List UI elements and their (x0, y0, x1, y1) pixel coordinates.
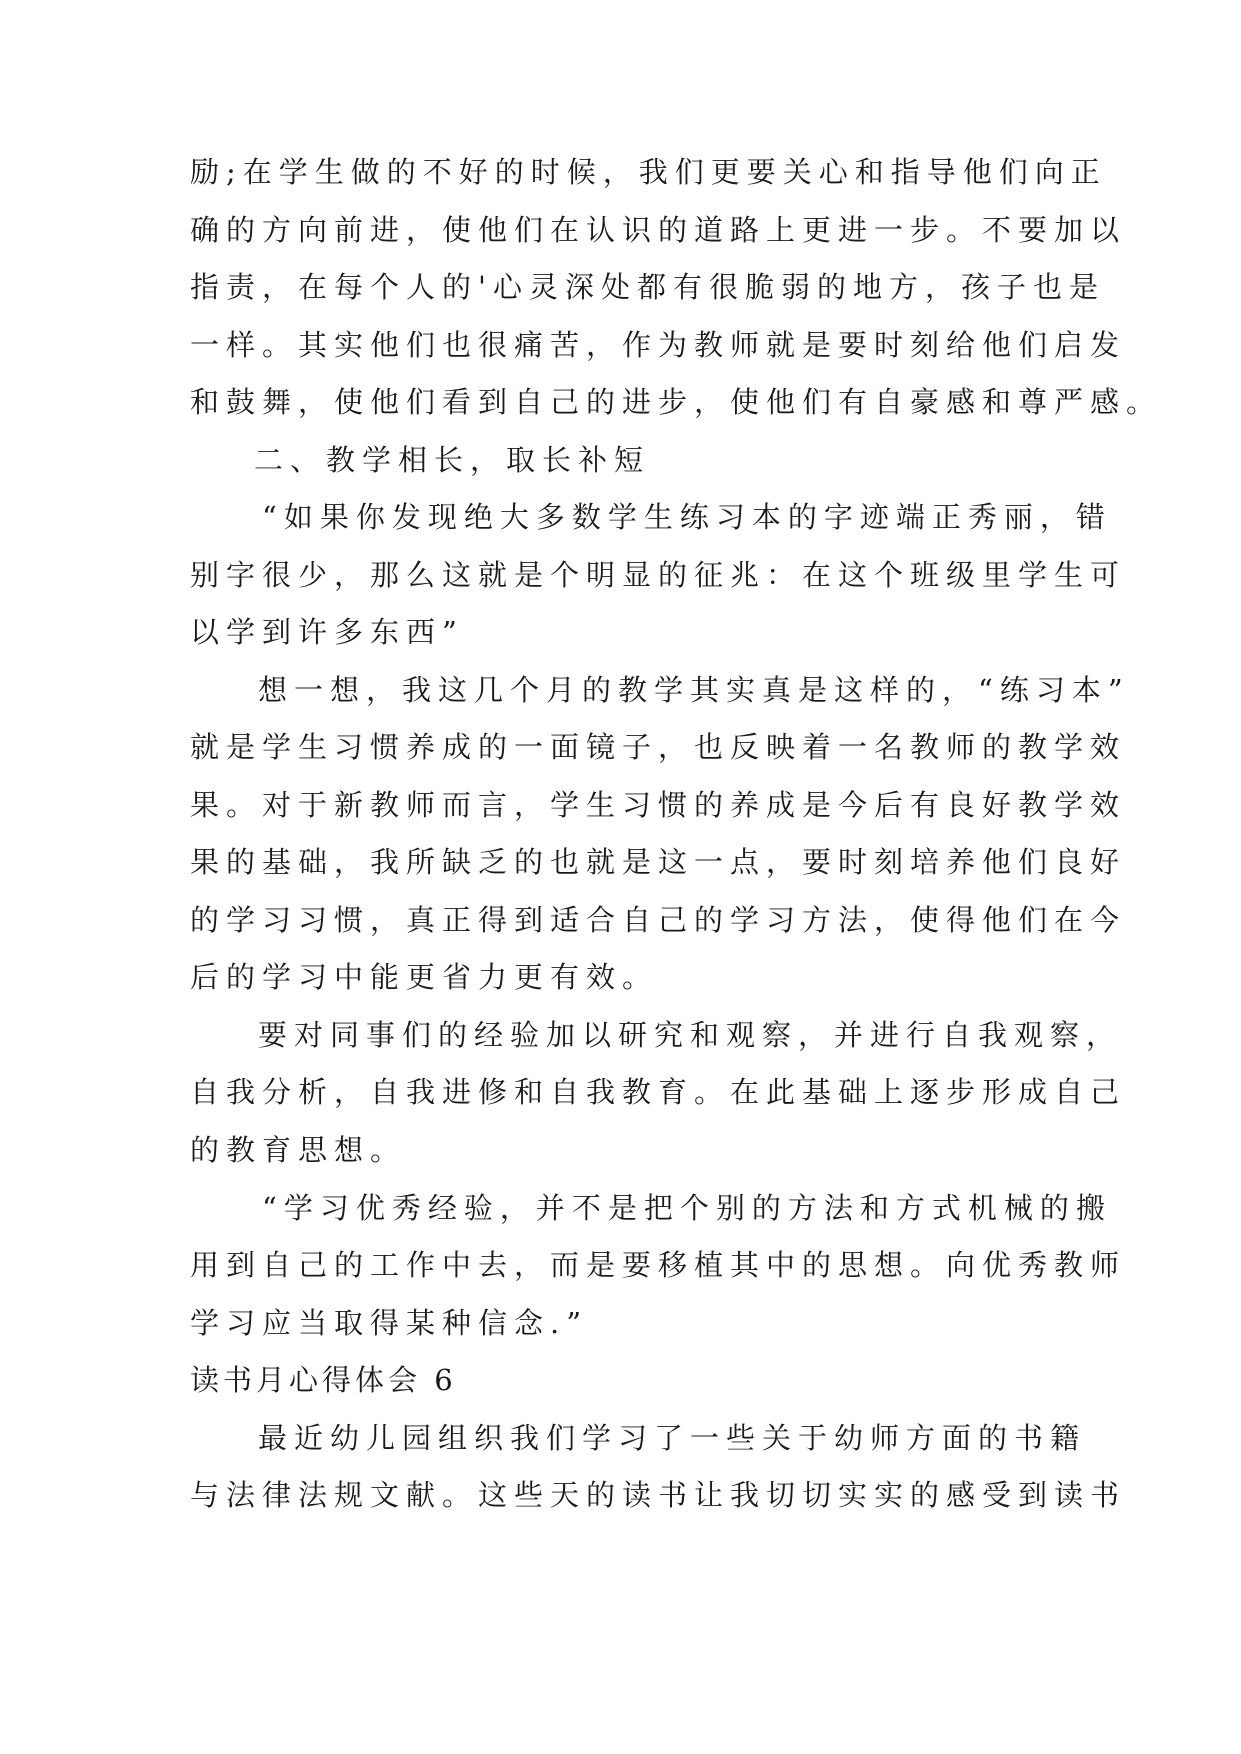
paragraph-line: 的教育思想。 (190, 1133, 407, 1167)
quote-line: “如果你发现绝大多数学生练习本的字迹端正秀丽，错 (262, 500, 1112, 534)
paragraph-line: 后的学习中能更省力更有效。 (190, 960, 659, 994)
paragraph-line: 与法律法规文献。这些天的读书让我切切实实的感受到读书 (190, 1478, 1127, 1512)
quote-line: 学习应当取得某种信念.” (190, 1306, 589, 1340)
paragraph-line: 励;在学生做的不好的时候，我们更要关心和指导他们向正 (190, 155, 1107, 189)
paragraph-line: 自我分析，自我进修和自我教育。在此基础上逐步形成自己 (190, 1075, 1127, 1109)
quote-line: 用到自己的工作中去，而是要移植其中的思想。向优秀教师 (190, 1248, 1127, 1282)
paragraph-line: 一样。其实他们也很痛苦，作为教师就是要时刻给他们启发 (190, 328, 1127, 362)
quote-line: 别字很少，那么这就是个明显的征兆：在这个班级里学生可 (190, 558, 1127, 592)
paragraph-line: 就是学生习惯养成的一面镜子，也反映着一名教师的教学效 (190, 730, 1127, 764)
quote-line: 以学到许多东西” (190, 615, 464, 649)
paragraph-line: 的学习习惯，真正得到适合自己的学习方法，使得他们在今 (190, 903, 1127, 937)
section-heading: 二、教学相长，取长补短 (254, 443, 651, 477)
paragraph-line: 果。对于新教师而言，学生习惯的养成是今后有良好教学效 (190, 788, 1127, 822)
paragraph-line: 果的基础，我所缺乏的也就是这一点，要时刻培养他们良好 (190, 845, 1127, 879)
paragraph-line: 确的方向前进，使他们在认识的道路上更进一步。不要加以 (190, 213, 1127, 247)
paragraph-line: 指责，在每个人的'心灵深处都有很脆弱的地方，孩子也是 (190, 270, 1105, 304)
paragraph-line: 最近幼儿园组织我们学习了一些关于幼师方面的书籍 (258, 1421, 1087, 1455)
paragraph-line: 想一想，我这几个月的教学其实真是这样的，“练习本” (258, 673, 1130, 707)
paragraph-line: 要对同事们的经验加以研究和观察，并进行自我观察， (258, 1018, 1123, 1052)
article-title: 读书月心得体会 6 (190, 1363, 457, 1397)
quote-line: “学习优秀经验，并不是把个别的方法和方式机械的搬 (262, 1191, 1112, 1225)
paragraph-line: 和鼓舞，使他们看到自己的进步，使他们有自豪感和尊严感。 (190, 385, 1163, 419)
